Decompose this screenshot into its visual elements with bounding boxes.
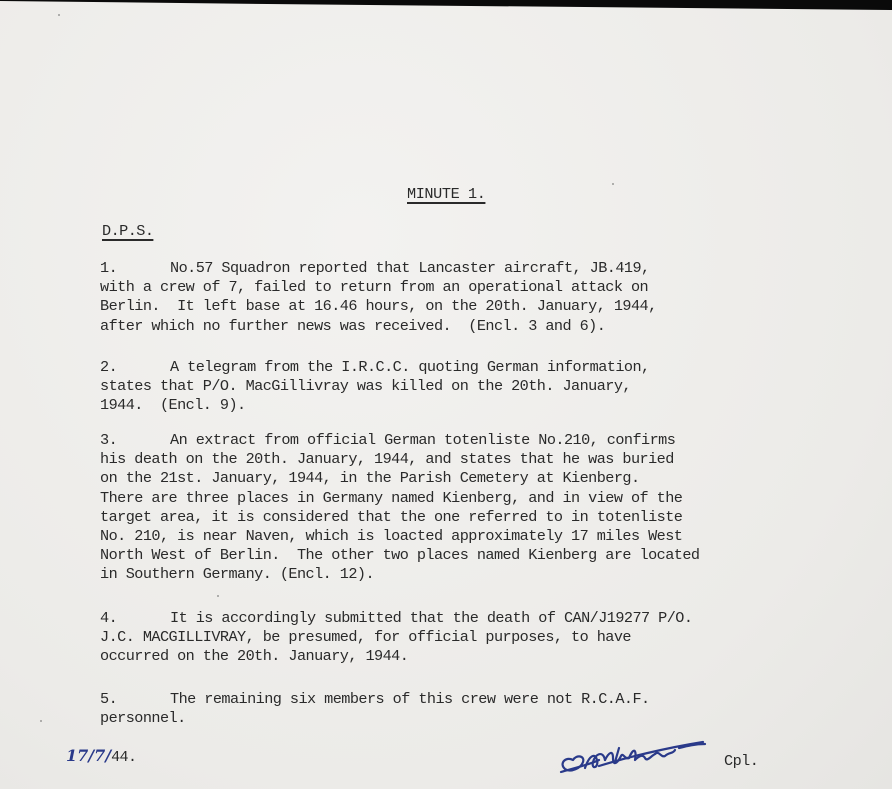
paragraph-line: on the 21st. January, 1944, in the Parish Cemetery at Kienberg. [100,469,640,488]
paragraph-line: personnel. [100,709,186,728]
document-title: MINUTE 1. [407,185,486,203]
paragraph-line: after which no further news was received. (Encl. 3 and 6). [100,316,606,335]
date [66,746,136,766]
paragraph-line: states that P/O. MacGillivray was killed on the 20th. January, [100,377,631,396]
scan-speck [40,720,42,722]
paragraph-line: No. 210, is near Naven, which is loacted approximately 17 miles West [100,526,683,545]
paragraph-number: 1. [100,259,118,277]
scan-speck [58,14,60,16]
paragraph-number: 4. [100,609,118,627]
scan-speck [612,183,614,185]
paragraph-line: 1. No.57 Squadron reported that Lancaster aircraft, JB.419, [100,259,650,277]
paragraph-4 [100,609,800,667]
paragraph-line: in Southern Germany. (Encl. 12). [100,565,375,584]
paragraph-line: occurred on the 20th. January, 1944. [100,647,409,666]
paragraph-line: 3. An extract from official German totenliste No.210, confirms [100,431,676,449]
paragraph-line: 1944. (Encl. 9). [100,396,246,415]
paragraph-line: target area, it is considered that the one referred to in totenliste [100,507,683,526]
paragraph-line: his death on the 20th. January, 1944, and states that he was buried [100,450,674,469]
scan-speck [217,595,219,597]
paragraph-line: with a crew of 7, failed to return from an operational attack on [100,278,649,297]
paragraph-3 [100,431,800,585]
paragraph-line: 2. A telegram from the I.R.C.C. quoting German information, [100,358,650,376]
paragraph-number: 3. [100,431,118,449]
paragraph-line: North West of Berlin. The other two places named Kienberg are located [100,546,700,565]
paragraph-number: 2. [100,358,118,376]
paragraph-line: 4. It is accordingly submitted that the death of CAN/J19277 P/O. [100,609,693,627]
paragraph-2 [100,358,800,416]
paragraph-line: There are three places in Germany named Kienberg, and in view of the [100,488,683,507]
paragraph-number: 5. [100,690,118,708]
paragraph-1 [100,259,800,336]
addressee: D.P.S. [102,222,154,240]
handwritten-date: 17/7/ [66,746,112,765]
paragraph-5 [100,690,800,728]
paragraph-line: J.C. MACGILLIVRAY, be presumed, for official purposes, to have [100,628,631,647]
paragraph-line: Berlin. It left base at 16.46 hours, on the 20th. January, 1944, [100,297,657,316]
signatory-rank: Cpl. [724,752,759,770]
typed-year: 44. [111,749,137,766]
handwritten-signature [555,738,725,778]
paragraph-line: 5. The remaining six members of this crew were not R.C.A.F. [100,690,650,708]
